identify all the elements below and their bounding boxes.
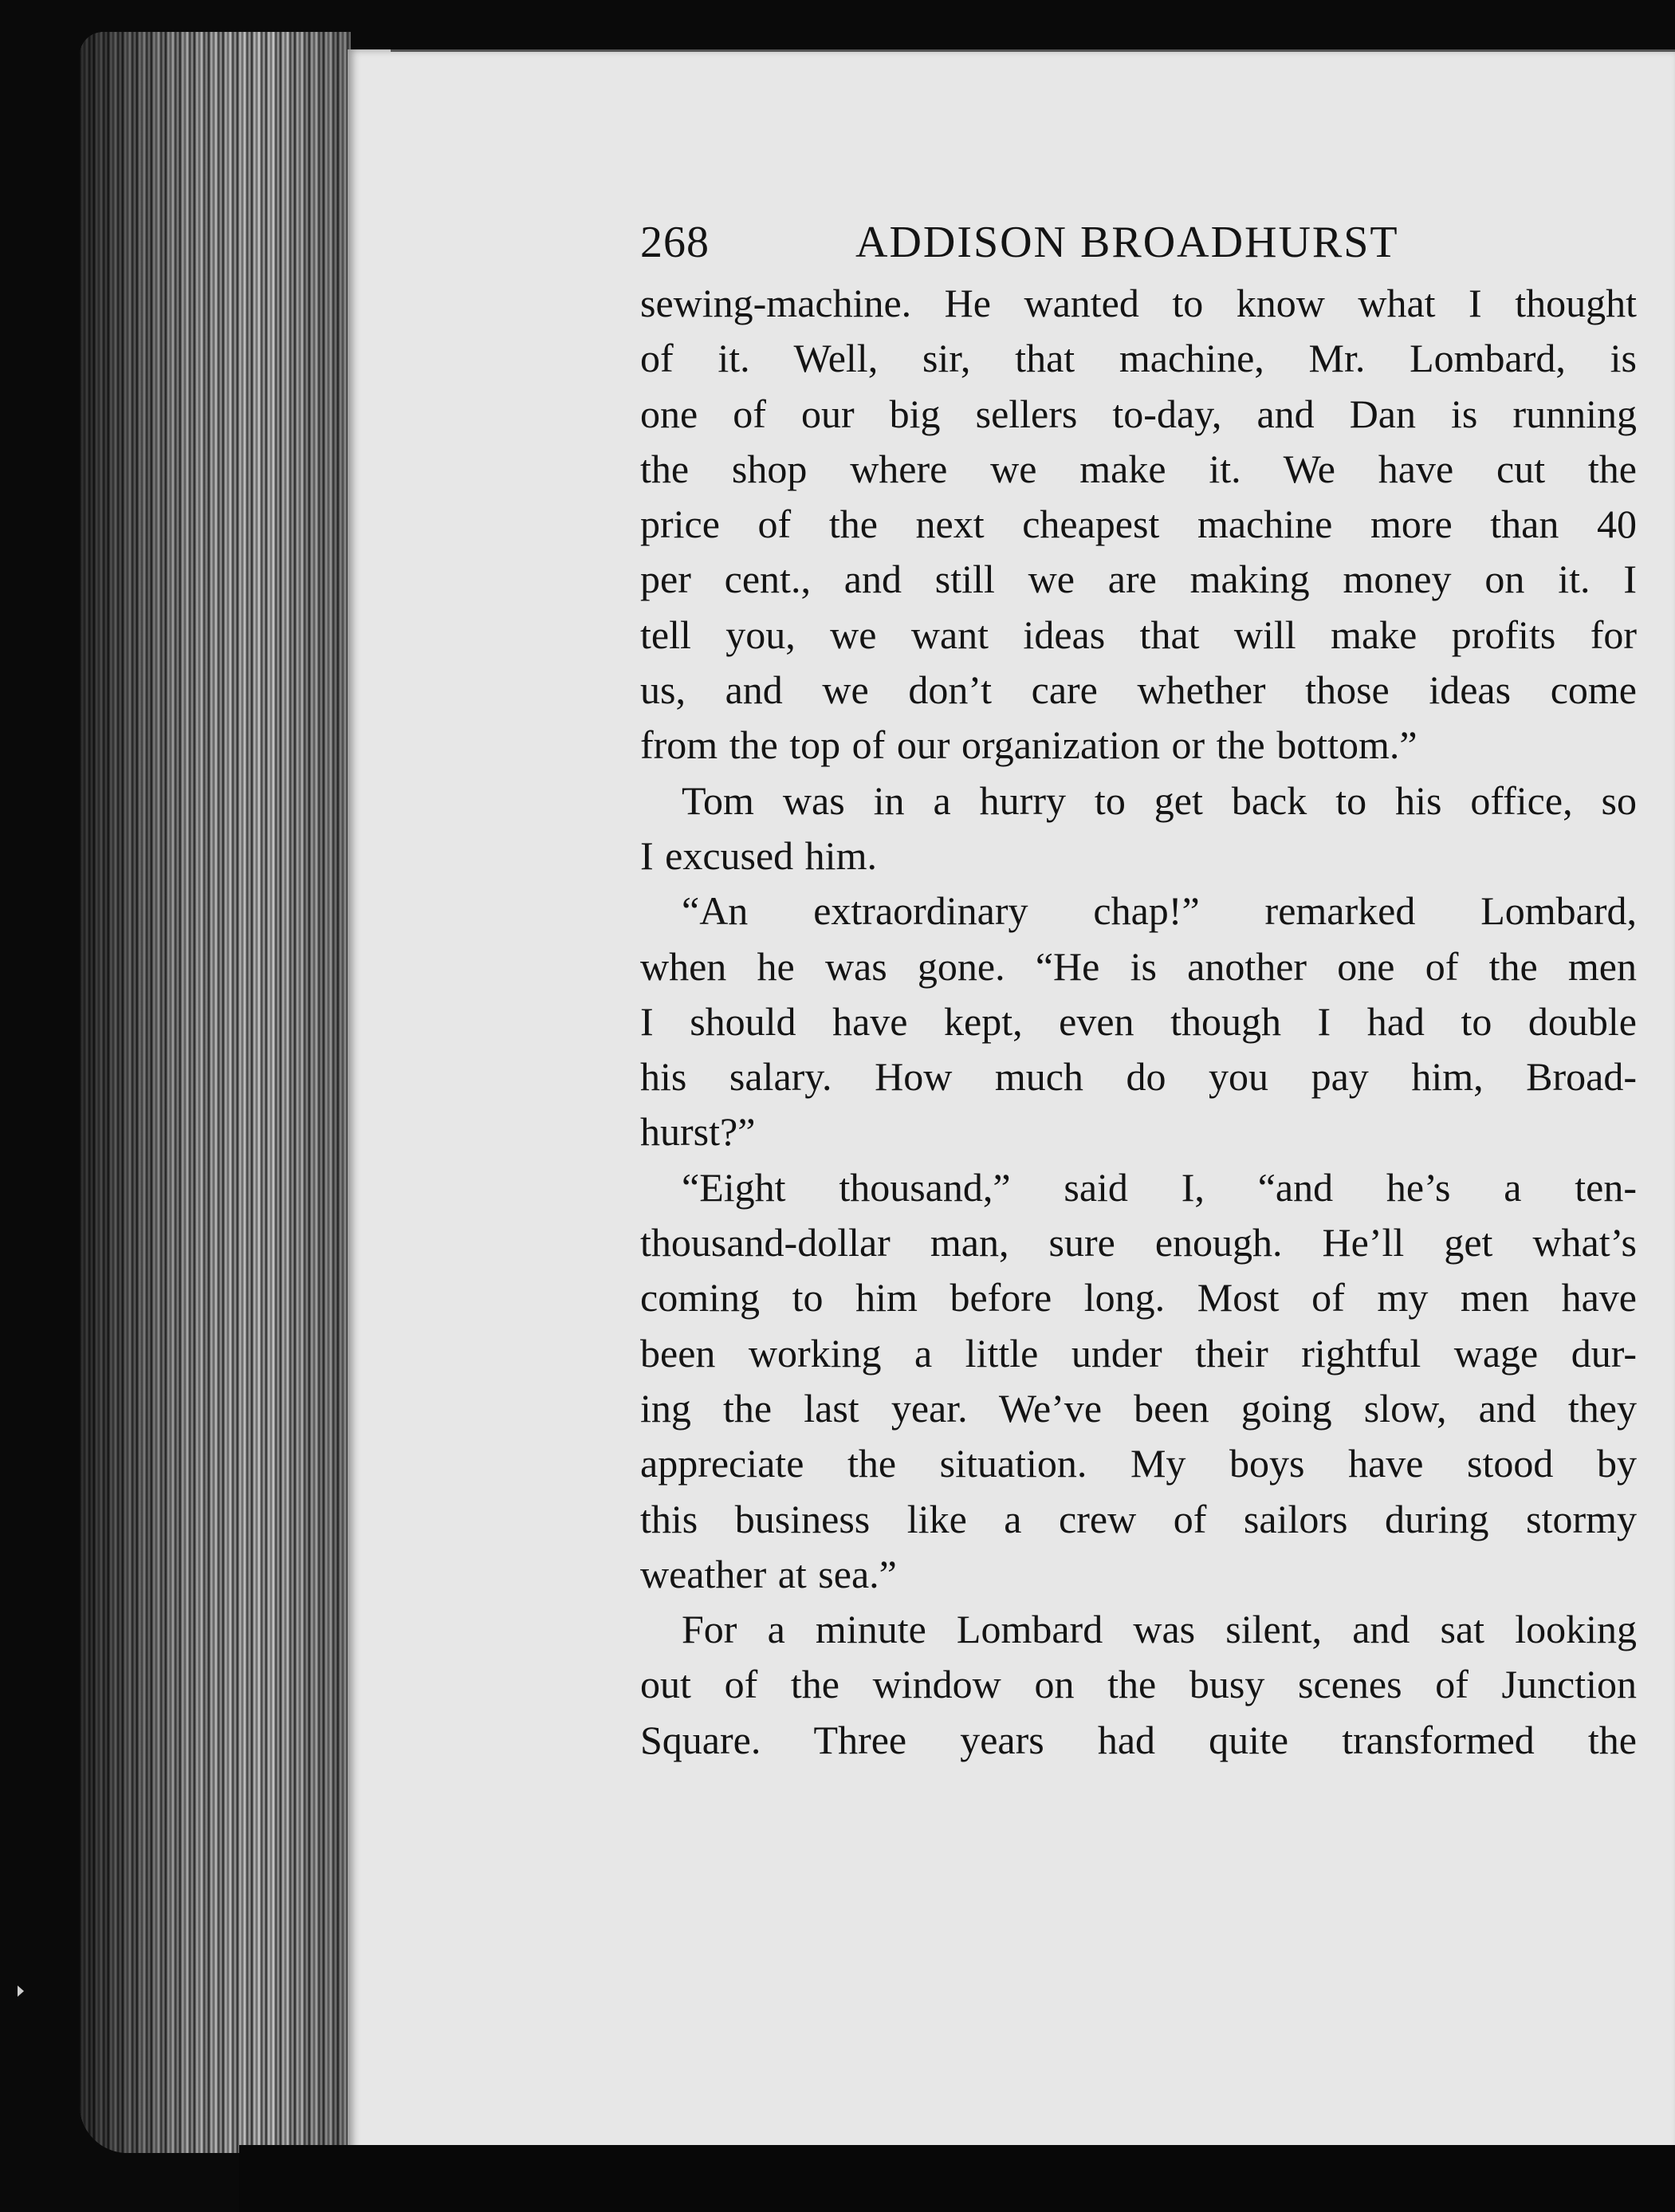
page-text: [640, 211, 1637, 1768]
text-line: been working a little under their rightful wage dur-: [640, 1330, 1637, 1376]
fore-edge-shadow: [80, 32, 351, 2153]
page-top-edge: [391, 49, 1675, 52]
text-line: “Eight thousand,” said I, “and he’s a ten-: [682, 1164, 1637, 1210]
text-line: appreciate the situation. My boys have stood by: [640, 1441, 1637, 1486]
text-line: from the top of our organization or the bottom.”: [640, 722, 1417, 768]
text-line: when he was gone. “He is another one of the men: [640, 943, 1637, 989]
text-line: “An extraordinary chap!” remarked Lombard,: [682, 888, 1637, 934]
text-line: one of our big sellers to-day, and Dan is running: [640, 391, 1637, 436]
text-line: sewing-machine. He wanted to know what I thought: [640, 281, 1637, 325]
text-line: I excused him.: [640, 832, 877, 878]
text-line: ing the last year. We’ve been going slow, and they: [640, 1385, 1637, 1431]
text-line: out of the window on the busy scenes of Junction: [640, 1662, 1637, 1707]
margin-arrow-icon: [18, 1986, 24, 1997]
text-line: thousand-dollar man, sure enough. He’ll get what’s: [640, 1220, 1637, 1265]
running-title: ADDISON BROADHURST: [855, 218, 1399, 267]
page-number: 268: [640, 218, 710, 267]
text-line: of it. Well, sir, that machine, Mr. Lombard, is: [640, 336, 1637, 381]
text-line: coming to him before long. Most of my men have: [640, 1275, 1637, 1321]
text-line: Tom was in a hurry to get back to his office, so: [682, 777, 1637, 823]
text-line: this business like a crew of sailors during stormy: [640, 1496, 1637, 1541]
text-line: hurst?”: [640, 1109, 756, 1155]
text-line: his salary. How much do you pay him, Broad-: [640, 1054, 1637, 1100]
text-line: weather at sea.”: [640, 1551, 897, 1596]
text-line: the shop where we make it. We have cut the: [640, 446, 1637, 491]
running-head: [640, 211, 1637, 274]
page-bottom-shadow: [239, 2145, 1675, 2212]
text-line: tell you, we want ideas that will make profits for: [640, 612, 1637, 657]
text-line: Square. Three years had quite transformed the: [640, 1717, 1637, 1762]
text-line: us, and we don’t care whether those ideas come: [640, 667, 1637, 713]
text-line: per cent., and still we are making money on it. I: [640, 557, 1637, 602]
text-line: I should have kept, even though I had to double: [640, 998, 1637, 1044]
text-line: For a minute Lombard was silent, and sat looking: [682, 1607, 1637, 1652]
text-line: price of the next cheapest machine more than 40: [640, 502, 1637, 547]
